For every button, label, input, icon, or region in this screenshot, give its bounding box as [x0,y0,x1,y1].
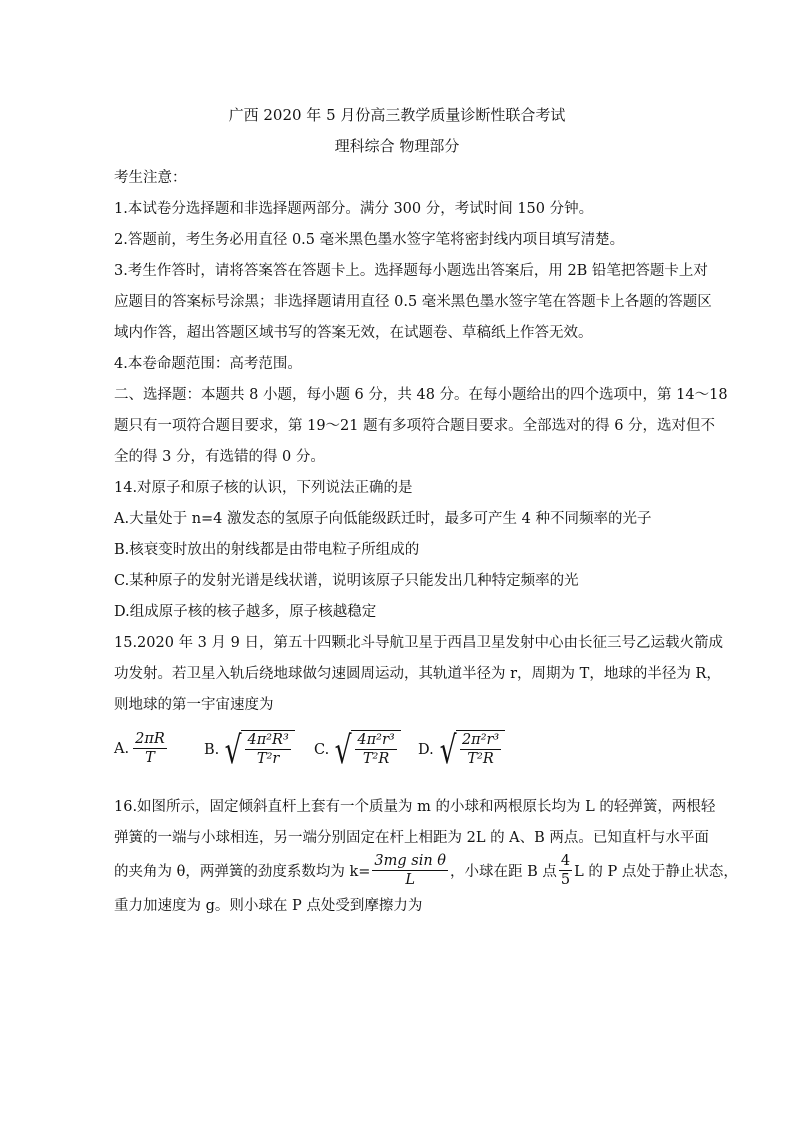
square-root [221,730,295,770]
radical-sign-icon: √ [224,728,242,772]
notice-item: 域内作答，超出答题区域书写的答案无效，在试题卷、草稿纸上作答无效。 [114,325,593,341]
question-15-option-a [114,730,169,767]
notice-item: 1.本试卷分选择题和非选择题两部分。满分 300 分，考试时间 150 分钟。 [114,201,594,217]
question-14-option-a: A.大量处于 n=4 激发态的氢原子向低能级跃迁时，最多可产生 4 种不同频率的光子 [114,511,652,527]
option-label: C. [314,742,330,758]
question-16-stem: 弹簧的一端与小球相连，另一端分别固定在杆上相距为 2L 的 A、B 两点。已知直杆与水平面 [114,830,709,846]
exam-title: 广西 2020 年 5 月份高三教学质量诊断性联合考试 [228,106,566,124]
radical-sign-icon: √ [439,728,457,772]
notice-item: 应题目的答案标号涂黑；非选择题请用直径 0.5 毫米黑色墨水签字笔在答题卡上各题的答题区 [114,294,712,310]
option-label: B. [204,742,220,758]
fraction-denominator: T [145,750,155,766]
question-14-stem: 14.对原子和原子核的认识，下列说法正确的是 [114,480,413,496]
fraction [355,731,396,768]
fraction-denominator: 5 [560,872,571,888]
square-root [436,730,506,770]
question-14-option-c: C.某种原子的发射光谱是线状谱，说明该原子只能发出几种特定频率的光 [114,573,579,589]
fraction-numerator: 4 [560,853,571,869]
section-instructions: 二、选择题：本题共 8 小题，每小题 6 分，共 48 分。在每小题给出的四个选项中，第 14～18 [114,387,728,403]
stem-text: L 的 P 点处于静止状态， [574,864,738,880]
question-15-stem: 则地球的第一宇宙速度为 [114,697,274,713]
stem-text: 的夹角为 θ，两弹簧的劲度系数均为 k= [114,864,371,880]
option-label: D. [418,742,434,758]
question-14-option-b: B.核衰变时放出的射线都是由带电粒子所组成的 [114,542,420,558]
fraction [460,731,501,768]
notice-item: 3.考生作答时，请将答案答在答题卡上。选择题每小题选出答案后，用 2B 铅笔把答题卡上对 [114,263,708,279]
question-16-stem [114,852,738,889]
question-15-option-b [204,730,295,770]
question-14-option-d: D.组成原子核的核子越多，原子核越稳定 [114,604,377,620]
option-label: A. [114,740,130,757]
question-16-stem: 16.如图所示，固定倾斜直杆上套有一个质量为 m 的小球和两根原长均为 L 的轻弹簧，两根轻 [114,799,716,815]
watermark [640,760,650,781]
question-15-stem: 15.2020 年 3 月 9 日，第五十四颗北斗导航卫星于西昌卫星发射中心由长征三号乙运载火箭成 [114,635,723,651]
fraction-numerator: 4π²R³ [247,732,289,748]
notice-item: 2.答题前，考生务必用直径 0.5 毫米黑色墨水签字笔将密封线内项目填写清楚。 [114,232,625,248]
question-15-option-c [314,730,401,770]
fraction-denominator: T²r [256,751,280,767]
fraction-denominator: T²R [362,751,390,767]
stem-text: ，小球在距 B 点 [450,864,557,880]
exam-subtitle: 理科综合 物理部分 [334,137,460,155]
fraction-denominator: T²R [467,751,494,767]
square-root [331,730,401,770]
section-instructions: 题只有一项符合题目要求，第 19～21 题有多项符合题目要求。全部选对的得 6 分，选对但不 [114,418,716,434]
notice-heading: 考生注意： [114,170,187,186]
fraction [559,852,572,889]
fraction-numerator: 2πR [135,731,165,747]
fraction-denominator: L [405,872,416,888]
radical-sign-icon: √ [334,728,352,772]
question-15-option-d [418,730,505,770]
fraction-numerator: 3mg sin θ [374,853,447,869]
fraction-numerator: 4π²r³ [357,732,395,748]
fraction [133,730,167,767]
fraction [245,731,290,768]
fraction-numerator: 2π²r³ [461,732,500,748]
section-instructions: 全的得 3 分，有选错的得 0 分。 [114,449,325,465]
notice-item: 4.本卷命题范围：高考范围。 [114,356,302,372]
question-16-stem: 重力加速度为 g。则小球在 P 点处受到摩擦力为 [114,898,423,914]
question-15-stem: 功发射。若卫星入轨后绕地球做匀速圆周运动，其轨道半径为 r，周期为 T，地球的半径为 R， [114,666,721,682]
fraction [372,852,448,889]
